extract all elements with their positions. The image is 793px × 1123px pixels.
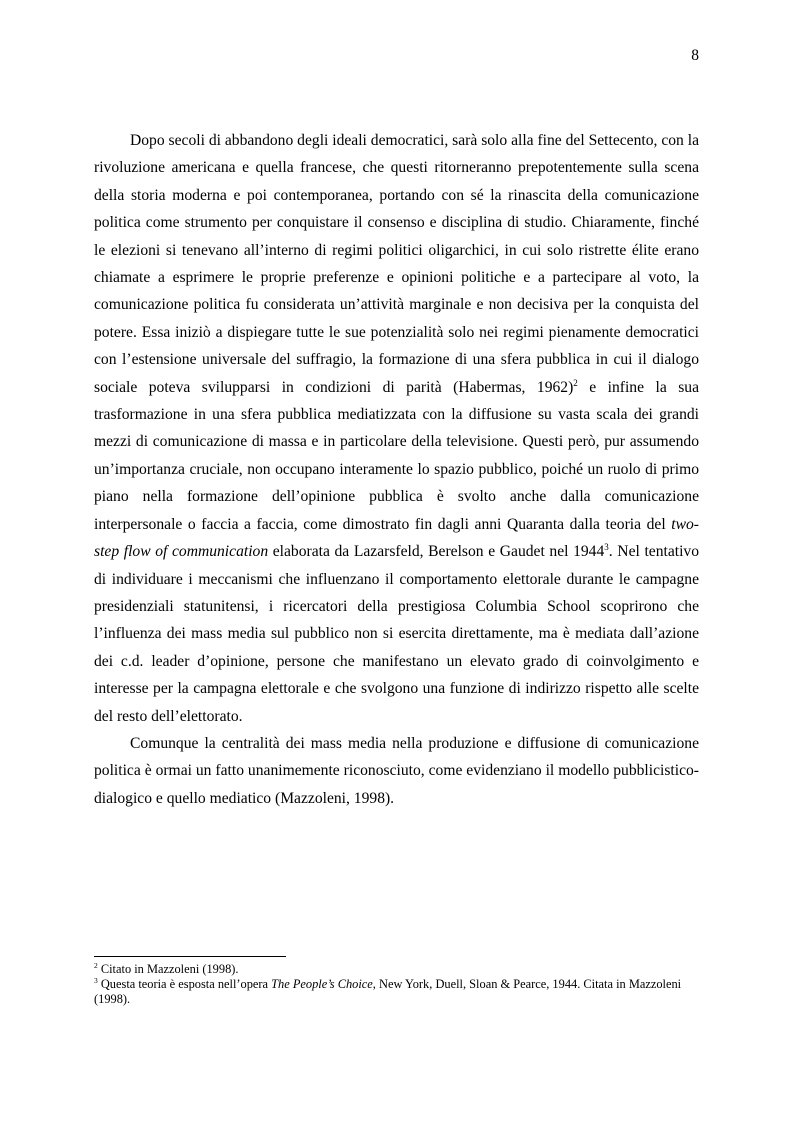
footnotes xyxy=(94,962,699,1007)
body-text xyxy=(94,127,699,812)
footnote-3-text-a: Questa teoria è esposta nell’opera xyxy=(97,977,272,991)
paragraph-1-text-b: e infine la sua trasformazione in una sfera pubblica mediatizzata con la diffusione su vasta scala dei grandi mezzi di comunicazione di massa e in particolare della televisione. Questi però, pur assumendo un’importanza cruciale, non occupano interamente lo spazio pubblico, poiché un ruolo di primo piano nella formazione dell’opinione pubblica è svolto anche dalla comunicazione interpersonale o faccia a faccia, come dimostrato fin dagli anni Quaranta dalla teoria del xyxy=(94,378,699,533)
footnote-3-text-b: , New York, Duell, Sloan & Pearce, 1944. Citata in Mazzoleni (1998). xyxy=(94,977,682,1006)
footnote-number-3: 3 xyxy=(94,976,98,985)
page-number: 8 xyxy=(691,47,699,64)
footnote-2 xyxy=(94,962,699,977)
footnote-separator xyxy=(94,956,286,957)
theory-title: two-step flow of communication xyxy=(94,515,699,561)
footnote-ref-2: 2 xyxy=(573,377,578,388)
footnote-2-text: Citato in Mazzoleni (1998). xyxy=(97,962,239,976)
paragraph-1-text-c: elaborata da Lazarsfeld, Berelson e Gaudet nel 1944 xyxy=(268,543,605,561)
paragraph-1-text-d: . Nel tentativo di individuare i meccanismi che influenzano il comportamento elettorale durante le campagne presidenziali statunitensi, i ricercatori della prestigiosa Columbia School scoprirono che l’influenza dei mass media sul pubblico non si esercita direttamente, ma è mediata dall’azione dei c.d. leader d’opinione, persone che manifestano un elevato grado di coinvolgimento e interesse per la campagna elettorale e che svolgono una funzione di indirizzo rispetto alle scelte del resto dell’elettorato. xyxy=(94,543,700,725)
paragraph-1 xyxy=(94,127,699,730)
footnote-number-2: 2 xyxy=(94,961,98,970)
paragraph-2: Comunque la centralità dei mass media nella produzione e diffusione di comunicazione politica è ormai un fatto unanimemente riconosciuto, come evidenziano il modello pubblicistico-dialogico e quello mediatico (Mazzoleni, 1998). xyxy=(94,734,699,807)
footnote-3 xyxy=(94,977,699,1007)
book-title: The People’s Choice xyxy=(271,977,373,991)
footnote-ref-3: 3 xyxy=(604,542,609,553)
paragraph-1-text-a: Dopo secoli di abbandono degli ideali democratici, sarà solo alla fine del Settecento, con la rivoluzione americana e quella francese, che questi ritorneranno prepotentemente sulla scena della storia moderna e poi contemporanea, portando con sé la rinascita della comunicazione politica come strumento per conquistare il consenso e disciplina di studio. Chiaramente, finché le elezioni si tenevano all’interno di regimi politici oligarchici, in cui solo ristrette élite erano chiamate a esprimere le proprie preferenze e opinioni politiche e a partecipare al voto, la comunicazione politica fu considerata un’attività marginale e non decisiva per la conquista del potere. Essa iniziò a dispiegare tutte le sue potenzialità solo nei regimi pienamente democratici con l’estensione universale del suffragio, la formazione di una sfera pubblica in cui il dialogo sociale poteva svilupparsi in condizioni di parità (Habermas, 1962) xyxy=(94,132,699,396)
